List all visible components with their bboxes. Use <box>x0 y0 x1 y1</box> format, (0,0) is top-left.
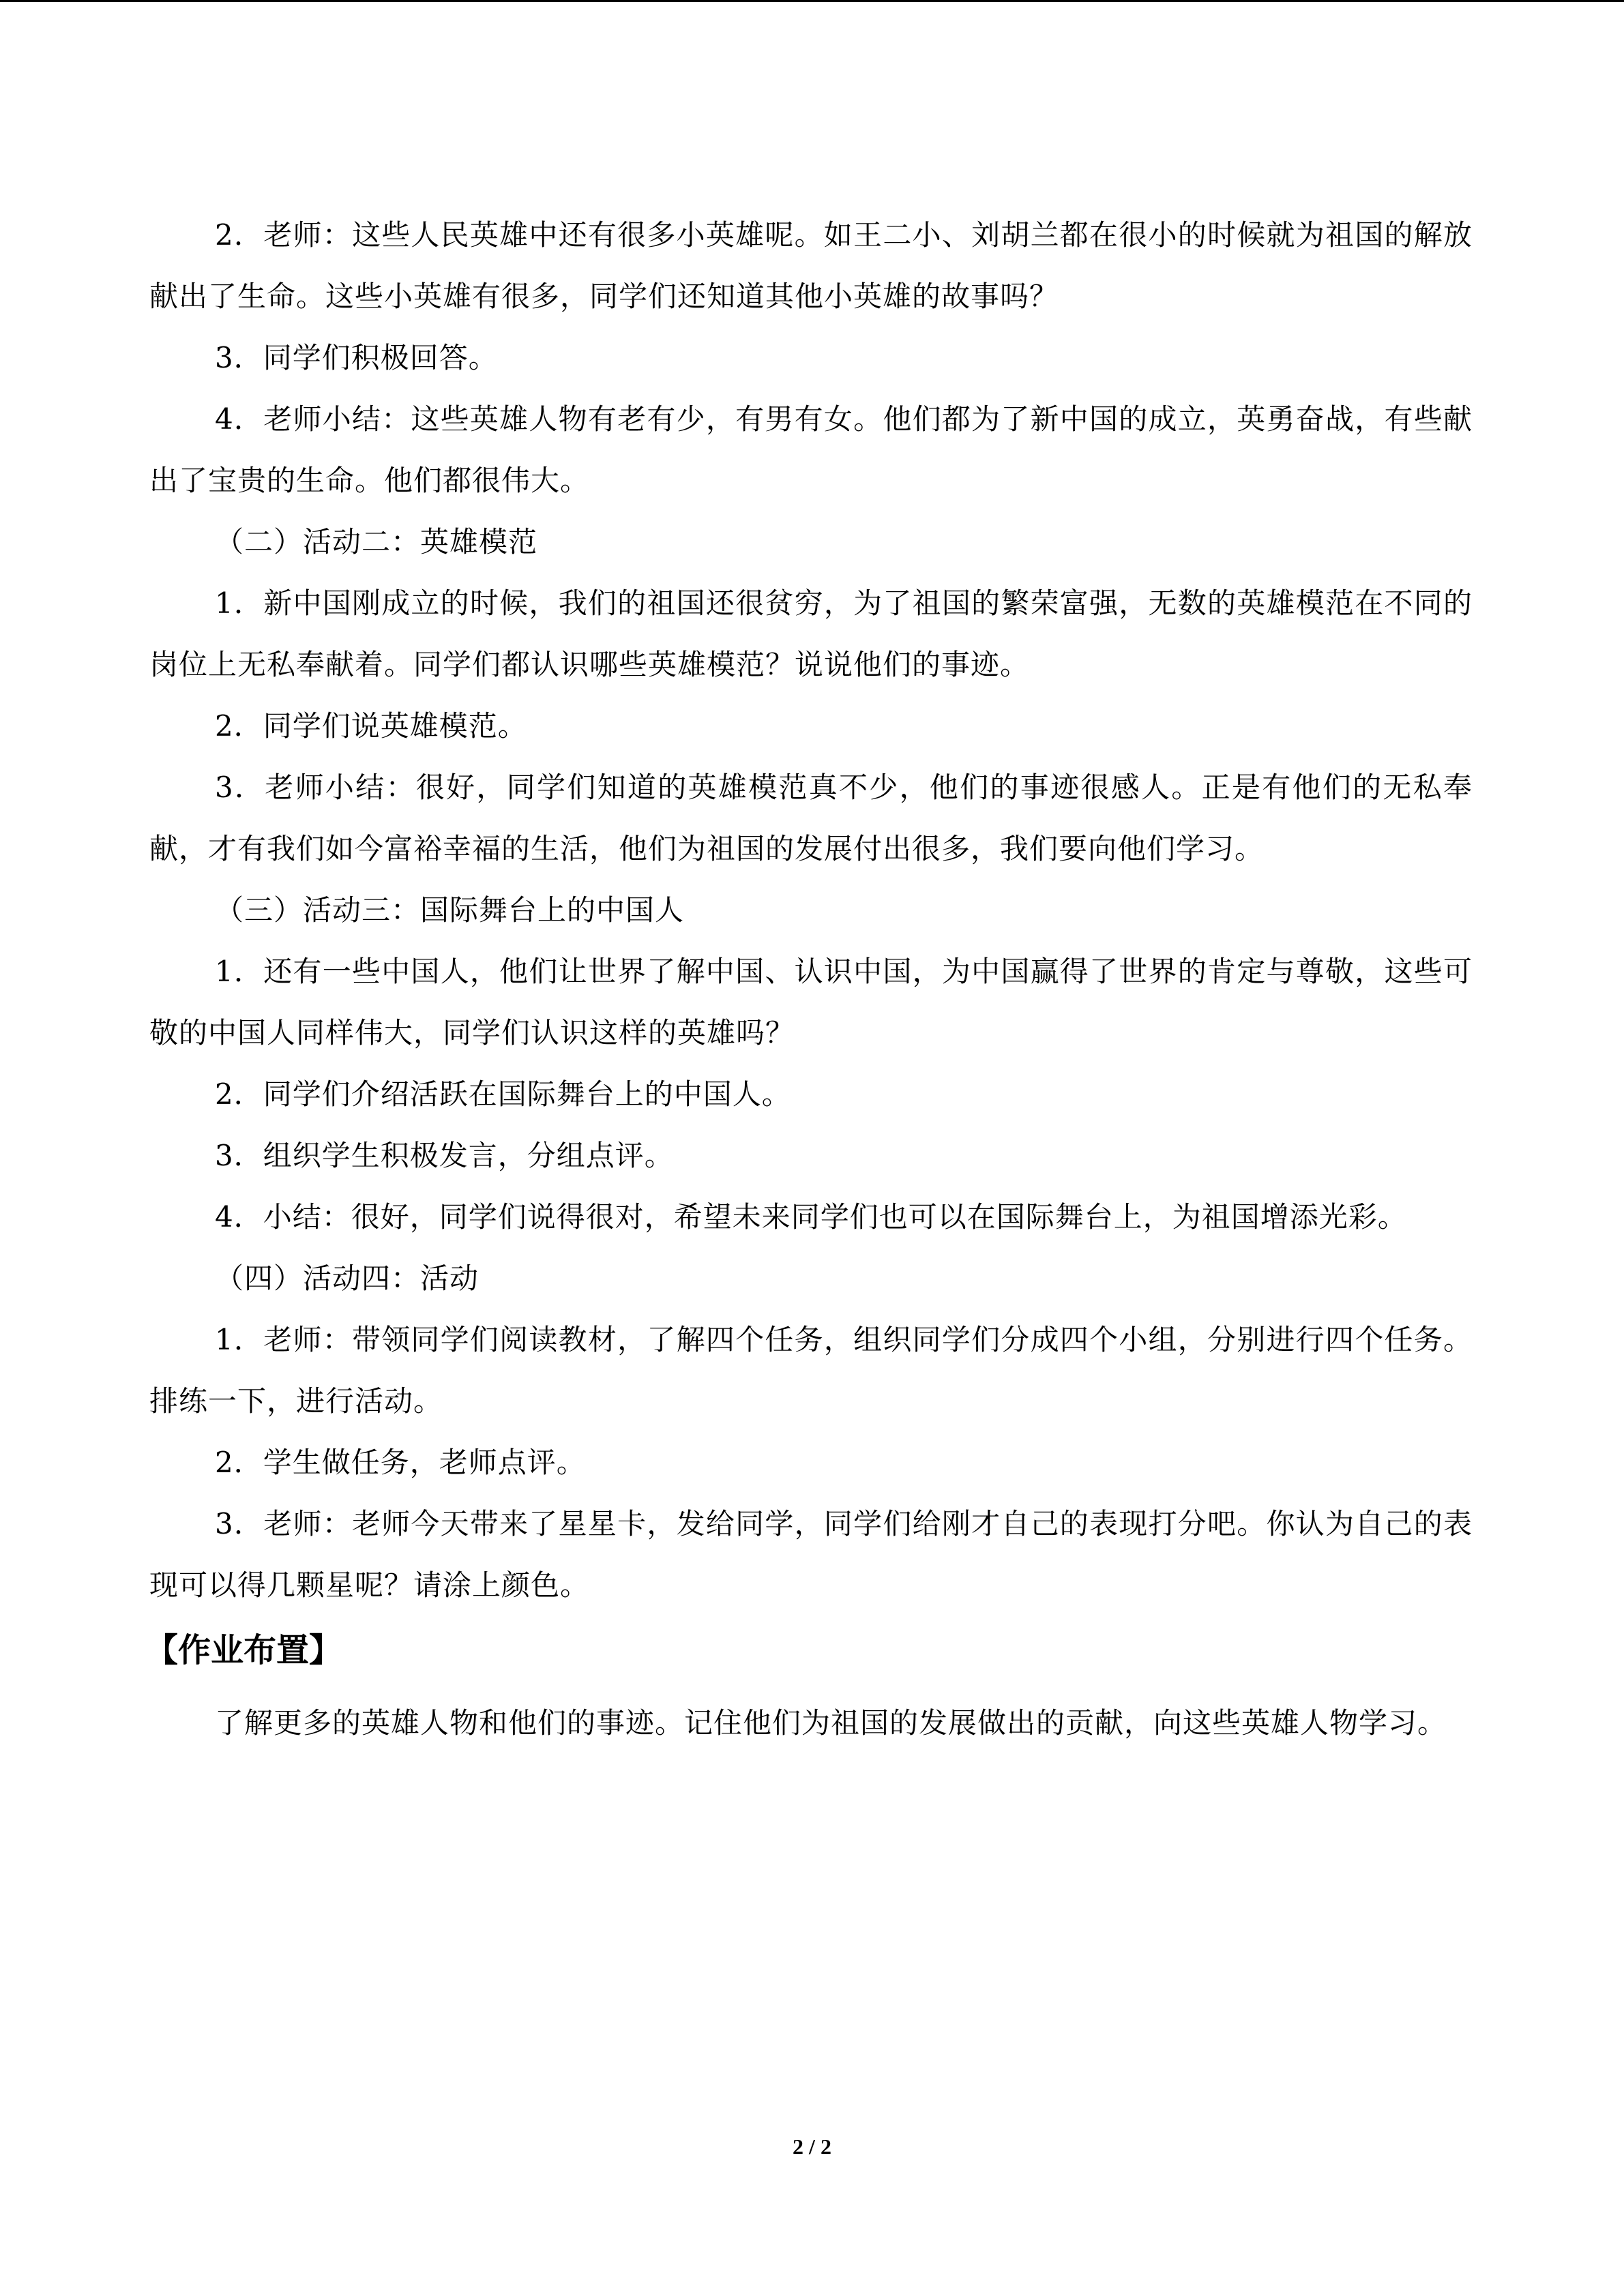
paragraph: 2．同学们说英雄模范。 <box>215 709 527 743</box>
section-subheading: （四）活动四：活动 <box>215 1262 479 1295</box>
paragraph: 2．老师：这些人民英雄中还有很多小英雄呢。如王二小、刘胡兰都在很小的时候就为祖国的解放献出了生命。这些小英雄有很多，同学们还知道其他小英雄的故事吗？ <box>149 218 1473 313</box>
page-number: 2 / 2 <box>793 2134 831 2159</box>
section-subheading: （二）活动二：英雄模范 <box>215 525 538 558</box>
paragraph: 3．老师小结：很好，同学们知道的英雄模范真不少，他们的事迹很感人。正是有他们的无私奉献，才有我们如今富裕幸福的生活，他们为祖国的发展付出很多，我们要向他们学习。 <box>149 771 1473 865</box>
paragraph: 4．老师小结：这些英雄人物有老有少，有男有女。他们都为了新中国的成立，英勇奋战，有些献出了宝贵的生命。他们都很伟大。 <box>149 402 1473 497</box>
paragraph: 1．还有一些中国人，他们让世界了解中国、认识中国，为中国赢得了世界的肯定与尊敬，这些可敬的中国人同样伟大，同学们认识这样的英雄吗？ <box>149 955 1473 1049</box>
homework-heading: 【作业布置】 <box>145 1631 342 1669</box>
homework-text: 了解更多的英雄人物和他们的事迹。记住他们为祖国的发展做出的贡献，向这些英雄人物学习。 <box>215 1706 1447 1740</box>
section-subheading: （三）活动三：国际舞台上的中国人 <box>215 893 685 927</box>
paragraph: 3．组织学生积极发言，分组点评。 <box>215 1139 674 1172</box>
paragraph: 2．学生做任务，老师点评。 <box>215 1446 586 1479</box>
top-border-line <box>0 0 1624 2</box>
document-body <box>145 205 1473 1754</box>
paragraph: 1．新中国刚成立的时候，我们的祖国还很贫穷，为了祖国的繁荣富强，无数的英雄模范在不同的岗位上无私奉献着。同学们都认识哪些英雄模范？说说他们的事迹。 <box>149 586 1473 681</box>
paragraph: 1．老师：带领同学们阅读教材，了解四个任务，组织同学们分成四个小组，分别进行四个任务。排练一下，进行活动。 <box>149 1323 1473 1418</box>
paragraph: 3．老师：老师今天带来了星星卡，发给同学，同学们给刚才自己的表现打分吧。你认为自己的表现可以得几颗星呢？请涂上颜色。 <box>149 1507 1473 1602</box>
paragraph: 4．小结：很好，同学们说得很对，希望未来同学们也可以在国际舞台上，为祖国增添光彩。 <box>215 1200 1407 1234</box>
paragraph: 3．同学们积极回答。 <box>215 341 498 374</box>
paragraph: 2．同学们介绍活跃在国际舞台上的中国人。 <box>215 1077 791 1111</box>
